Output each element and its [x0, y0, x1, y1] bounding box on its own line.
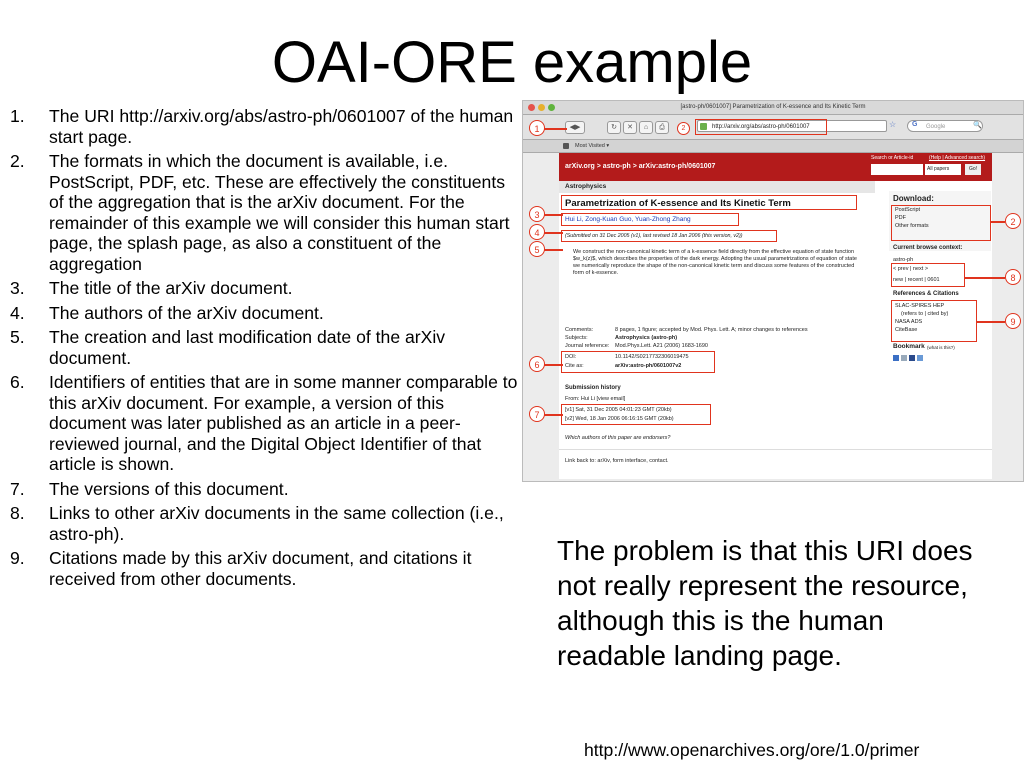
bookmark-hint[interactable]: (what is this?) — [927, 345, 955, 350]
highlight-dates — [561, 230, 777, 242]
list-number: 7. — [10, 478, 25, 499]
paper-authors[interactable]: Hui Li, Zong-Kuan Guo, Yuan-Zhong Zhang — [565, 216, 691, 223]
share-icon[interactable] — [901, 355, 907, 361]
arxiv-page — [559, 153, 992, 479]
callout-line — [543, 249, 563, 251]
search-field[interactable]: Google — [907, 120, 983, 132]
stop-icon[interactable]: ✕ — [623, 121, 637, 134]
callout-line — [977, 321, 1005, 323]
link-back[interactable]: Link back to: arXiv, form interface, contact. — [565, 458, 669, 464]
meta-label: Journal reference: — [565, 343, 610, 349]
meta-value: Astrophysics (astro-ph) — [615, 335, 678, 341]
back-forward-icon[interactable]: ◀▶ — [565, 121, 585, 134]
highlight-downloads — [891, 205, 991, 241]
callout-6: 6 — [529, 356, 545, 372]
article-search-input[interactable] — [871, 164, 923, 175]
primer-link[interactable]: http://www.openarchives.org/ore/1.0/primer — [584, 740, 920, 760]
history-from: From: Hui Li [view email] — [565, 396, 626, 402]
zoom-window-icon[interactable] — [548, 104, 555, 111]
list-number: 1. — [10, 106, 25, 126]
callout-5: 5 — [529, 241, 545, 257]
share-icon[interactable] — [917, 355, 923, 361]
callout-line — [543, 232, 563, 234]
share-icon[interactable] — [893, 355, 899, 361]
list-item — [8, 372, 518, 475]
callout-4: 4 — [529, 224, 545, 240]
highlight-url — [695, 119, 827, 135]
callout-line — [543, 414, 563, 416]
list-item — [8, 303, 518, 324]
list-text: Identifiers of entities that are in some manner comparable to this arXiv document. For example, a version of this document was later published as an article in a peer-reviewed journal, and the Digital Object Identifier of that article is shown. — [49, 372, 518, 474]
list-text: The authors of the arXiv document. — [49, 302, 324, 323]
callout-line — [965, 277, 1005, 279]
highlight-browse — [891, 263, 965, 287]
breadcrumb[interactable]: arXiv.org > astro-ph > arXiv:astro-ph/0601007 — [565, 163, 716, 170]
refs-item[interactable]: SLAC-SPIRES HEP — [895, 303, 945, 309]
problem-statement: The problem is that this URI does not really represent the resource, although this is the human readable landing page. — [557, 535, 973, 671]
list-item — [8, 503, 518, 544]
download-other[interactable]: Other formats — [895, 223, 929, 229]
list-text: Citations made by this arXiv document, and citations it received from other documents. — [49, 548, 472, 589]
callout-line — [991, 221, 1005, 223]
meta-label: Comments: — [565, 327, 594, 333]
url-field[interactable]: http://arxiv.org/abs/astro-ph/0601007 — [697, 120, 887, 132]
close-window-icon[interactable] — [528, 104, 535, 111]
most-visited-menu[interactable]: Most Visited ▾ — [575, 143, 610, 149]
callout-9: 9 — [1005, 313, 1021, 329]
list-item — [8, 548, 518, 589]
print-icon[interactable]: ⎙ — [655, 121, 669, 134]
explanation-list — [8, 106, 518, 593]
history-title: Submission history — [565, 385, 621, 391]
bookmark-star-icon[interactable]: ☆ — [889, 120, 897, 129]
callout-line — [543, 128, 567, 130]
list-text: The formats in which the document is available, i.e. PostScript, PDF, etc. These are effectively the constituents of the aggregation that is the arXiv document. For the remainder of this example we will consider this human start page, the splash page, as also a constituent of the aggregation — [49, 151, 510, 274]
endorsers-link[interactable]: Which authors of this paper are endorsers? — [565, 435, 671, 441]
list-text: The creation and last modification date of the arXiv document. — [49, 327, 446, 368]
callout-7: 7 — [529, 406, 545, 422]
reload-icon[interactable]: ↻ — [607, 121, 621, 134]
category-select[interactable]: All papers — [925, 164, 961, 175]
refs-item[interactable]: NASA ADS — [895, 319, 923, 325]
abstract-text: We construct the non-canonical kinetic term of a k-essence field directly from the effective equation of state function $w_k(z)$, which describes the properties of the dark energy. Adopting the usual parametrizations of equation of state we numerically reproduce the shape of the non-canonical kinetic term and discuss some features of the constructed form of k-essence. — [573, 249, 857, 276]
callout-2: 2 — [1005, 213, 1021, 229]
list-number: 9. — [10, 548, 25, 568]
history-version[interactable]: [v1] Sat, 31 Dec 2005 04:01:23 GMT (20kb) — [565, 407, 672, 413]
download-postscript[interactable]: PostScript — [895, 207, 921, 213]
bookmark-icon — [563, 143, 569, 149]
list-number: 6. — [10, 372, 25, 392]
list-item — [8, 278, 518, 299]
highlight-title — [561, 195, 857, 210]
refs-item[interactable]: (refers to | cited by) — [901, 311, 949, 317]
bookmark-title: Bookmark — [893, 343, 925, 350]
slide-title: OAI-ORE example — [271, 30, 753, 95]
browser-screenshot — [522, 100, 1024, 482]
meta-value: Mod.Phys.Lett. A21 (2006) 1683-1690 — [615, 343, 708, 349]
list-number: 8. — [10, 503, 25, 523]
doi-link[interactable]: 10.1142/S0217732306019475 — [615, 354, 689, 360]
refs-title: References & Citations — [893, 291, 959, 297]
arxiv-header — [559, 153, 992, 181]
google-icon: G — [912, 121, 918, 128]
callout-1: 1 — [529, 120, 545, 136]
list-text: The URI http://arxiv.org/abs/astro-ph/0601007 of the human start page. — [49, 106, 514, 147]
history-version[interactable]: [v2] Wed, 18 Jan 2006 06:16:15 GMT (20kb) — [565, 416, 674, 422]
list-item — [8, 106, 518, 147]
browse-context: astro-ph — [893, 257, 914, 263]
refs-item[interactable]: CiteBase — [895, 327, 918, 333]
section-label: Astrophysics — [559, 181, 875, 193]
list-item — [8, 327, 518, 368]
meta-label: Subjects: — [565, 335, 588, 341]
list-text: The title of the arXiv document. — [49, 278, 293, 298]
list-text: The versions of this document. — [49, 478, 289, 499]
callout-line — [543, 364, 563, 366]
highlight-identifiers — [561, 351, 715, 373]
callout-2-url: 2 — [677, 122, 690, 135]
search-label: Search or Article-id — [871, 155, 914, 161]
paper-title: Parametrization of K-essence and Its Kinetic Term — [565, 198, 791, 209]
download-title: Download: — [893, 194, 934, 203]
home-icon[interactable]: ⌂ — [639, 121, 653, 134]
help-links[interactable]: (Help | Advanced search) — [929, 155, 986, 161]
highlight-versions — [561, 404, 711, 425]
list-item — [8, 479, 518, 500]
list-item — [8, 151, 518, 274]
highlight-citations — [891, 300, 977, 342]
browse-nav[interactable]: < prev | next > — [893, 266, 929, 272]
search-icon[interactable]: 🔍 — [973, 122, 982, 129]
window-title: [astro-ph/0601007] Parametrization of K-essence and Its Kinetic Term — [523, 101, 1023, 115]
callout-line — [543, 214, 563, 216]
divider — [559, 449, 992, 450]
meta-value: 8 pages, 1 figure; accepted by Mod. Phys. Lett. A; minor changes to references — [615, 327, 808, 333]
highlight-authors — [561, 213, 739, 226]
cite-as-link[interactable]: arXiv:astro-ph/0601007v2 — [615, 363, 682, 369]
meta-label: DOI: — [565, 354, 577, 360]
minimize-window-icon[interactable] — [538, 104, 545, 111]
browse-new[interactable]: new | recent | 0601 — [893, 277, 940, 283]
go-button[interactable]: Go! — [965, 164, 981, 175]
callout-8: 8 — [1005, 269, 1021, 285]
list-number: 5. — [10, 327, 25, 347]
submission-dates: (Submitted on 31 Dec 2005 (v1), last revised 18 Jan 2006 (this version, v2)) — [565, 233, 743, 239]
meta-label: Cite as: — [565, 363, 584, 369]
bookmarks-bar — [523, 140, 1023, 153]
list-text: Links to other arXiv documents in the same collection (i.e., astro-ph). — [49, 503, 504, 544]
list-number: 2. — [10, 151, 25, 171]
share-icon[interactable] — [909, 355, 915, 361]
list-number: 3. — [10, 278, 25, 298]
list-number: 4. — [10, 302, 25, 323]
browse-title: Current browse context: — [893, 245, 963, 251]
callout-3: 3 — [529, 206, 545, 222]
download-pdf[interactable]: PDF — [895, 215, 906, 221]
